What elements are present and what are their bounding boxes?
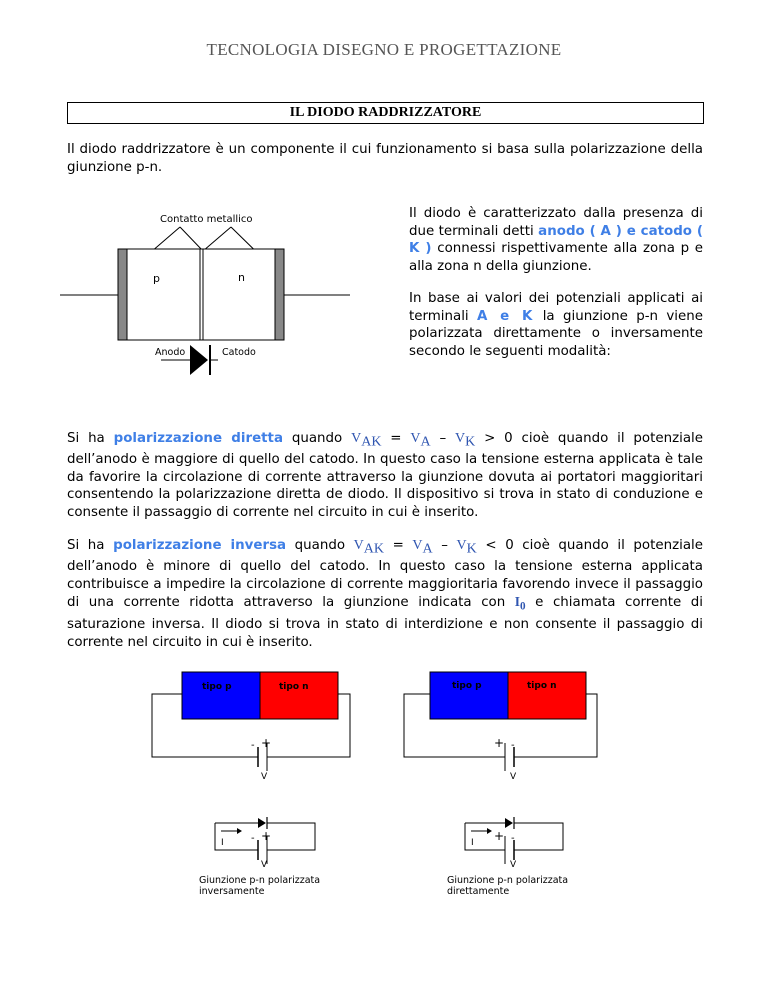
forward-bias-paragraph: Si ha polarizzazione diretta quando $V_{AK} = V_A - V_K > 0$ cioè quando il potenziale dell’anodo è maggiore di quello del catodo. In questo caso la tensione esterna applicata è tale da favorire la circolazione di corrente attraverso la giunzione dovuta ai portatori maggioritari consentendo la polarizzazione diretta de diodo. Il dispositivo si trova in stato di conduzione e consente il passaggio di corrente nel circuito in cui è inserito. xyxy=(67,431,704,520)
junction-body xyxy=(127,249,275,340)
right-metal-contact xyxy=(275,249,284,340)
page-header: TECNOLOGIA DISEGNO E PROGETTAZIONE xyxy=(206,40,562,59)
p-block-label: tipo p xyxy=(452,681,482,691)
caption-line1: Giunzione p-n polarizzata xyxy=(199,875,321,886)
battery-minus-sign: - xyxy=(511,740,515,751)
anode-label: Anodo xyxy=(155,347,186,358)
n-region-label: n xyxy=(238,271,245,284)
voltage-label: V xyxy=(510,772,517,782)
n-block xyxy=(508,672,586,719)
current-label: I xyxy=(221,838,224,848)
n-block-label: tipo n xyxy=(527,681,557,691)
voltage-label: V xyxy=(261,772,268,782)
n-block-label: tipo n xyxy=(279,682,309,692)
diode-structure-diagram xyxy=(60,205,390,375)
forward-bias-circuit xyxy=(397,665,607,905)
battery-minus-sign: - xyxy=(251,833,255,844)
p-block-label: tipo p xyxy=(202,682,232,692)
p-block xyxy=(430,672,508,719)
diode-symbol xyxy=(190,345,208,375)
caption-line1: Giunzione p-n polarizzata xyxy=(447,875,569,886)
p-region-label: p xyxy=(153,272,160,285)
voltage-label: V xyxy=(261,860,268,870)
polarization-paragraph: In base ai valori dei potenziali applicati ai terminali A e K la giunzione p-n viene polarizzata direttamente o inversamente secondo le seguenti modalità: xyxy=(409,291,703,359)
current-label: I xyxy=(471,838,474,848)
battery-minus-sign: - xyxy=(511,833,515,844)
battery-plus-sign: + xyxy=(494,829,505,843)
contact-label: Contatto metallico xyxy=(160,214,253,225)
battery-plus-sign: + xyxy=(261,829,272,843)
voltage-label: V xyxy=(510,860,517,870)
diode-symbol xyxy=(258,818,266,828)
cathode-label: Catodo xyxy=(222,347,256,358)
terminals-paragraph: Il diodo è caratterizzato dalla presenza di due terminali detti anodo ( A ) e catodo ( K ) connessi rispettivamente alla zona p e alla zona n della giunzione. xyxy=(409,206,703,274)
section-title: IL DIODO RADDRIZZATORE xyxy=(67,102,704,124)
caption-line2: direttamente xyxy=(447,886,510,897)
reverse-bias-circuit xyxy=(145,665,355,905)
battery-plus-sign: + xyxy=(261,736,272,750)
diode-symbol xyxy=(505,818,513,828)
reverse-bias-paragraph: Si ha polarizzazione inversa quando $V_{AK} = V_A - V_K < 0$ cioè quando il potenziale dell’anodo è minore di quello del catodo. In questo caso la tensione esterna applicata contribuisce a impedire la circolazione di corrente maggioritaria favorendo invece il passaggio di una corrente ridotta attraverso la giunzione indicata con $I_0$ e chiamata corrente di saturazione inversa. Il diodo si trova in stato di interdizione e non consente il passaggio di corrente nel circuito in cui è inserito. xyxy=(67,538,703,650)
caption-line2: inversamente xyxy=(199,886,265,897)
left-metal-contact xyxy=(118,249,127,340)
battery-minus-sign: - xyxy=(251,740,255,751)
battery-plus-sign: + xyxy=(494,736,505,750)
n-block xyxy=(260,672,338,719)
p-block xyxy=(182,672,260,719)
intro-paragraph: Il diodo raddrizzatore è un componente il cui funzionamento si basa sulla polarizzazione della giunzione p-n. xyxy=(67,142,703,175)
